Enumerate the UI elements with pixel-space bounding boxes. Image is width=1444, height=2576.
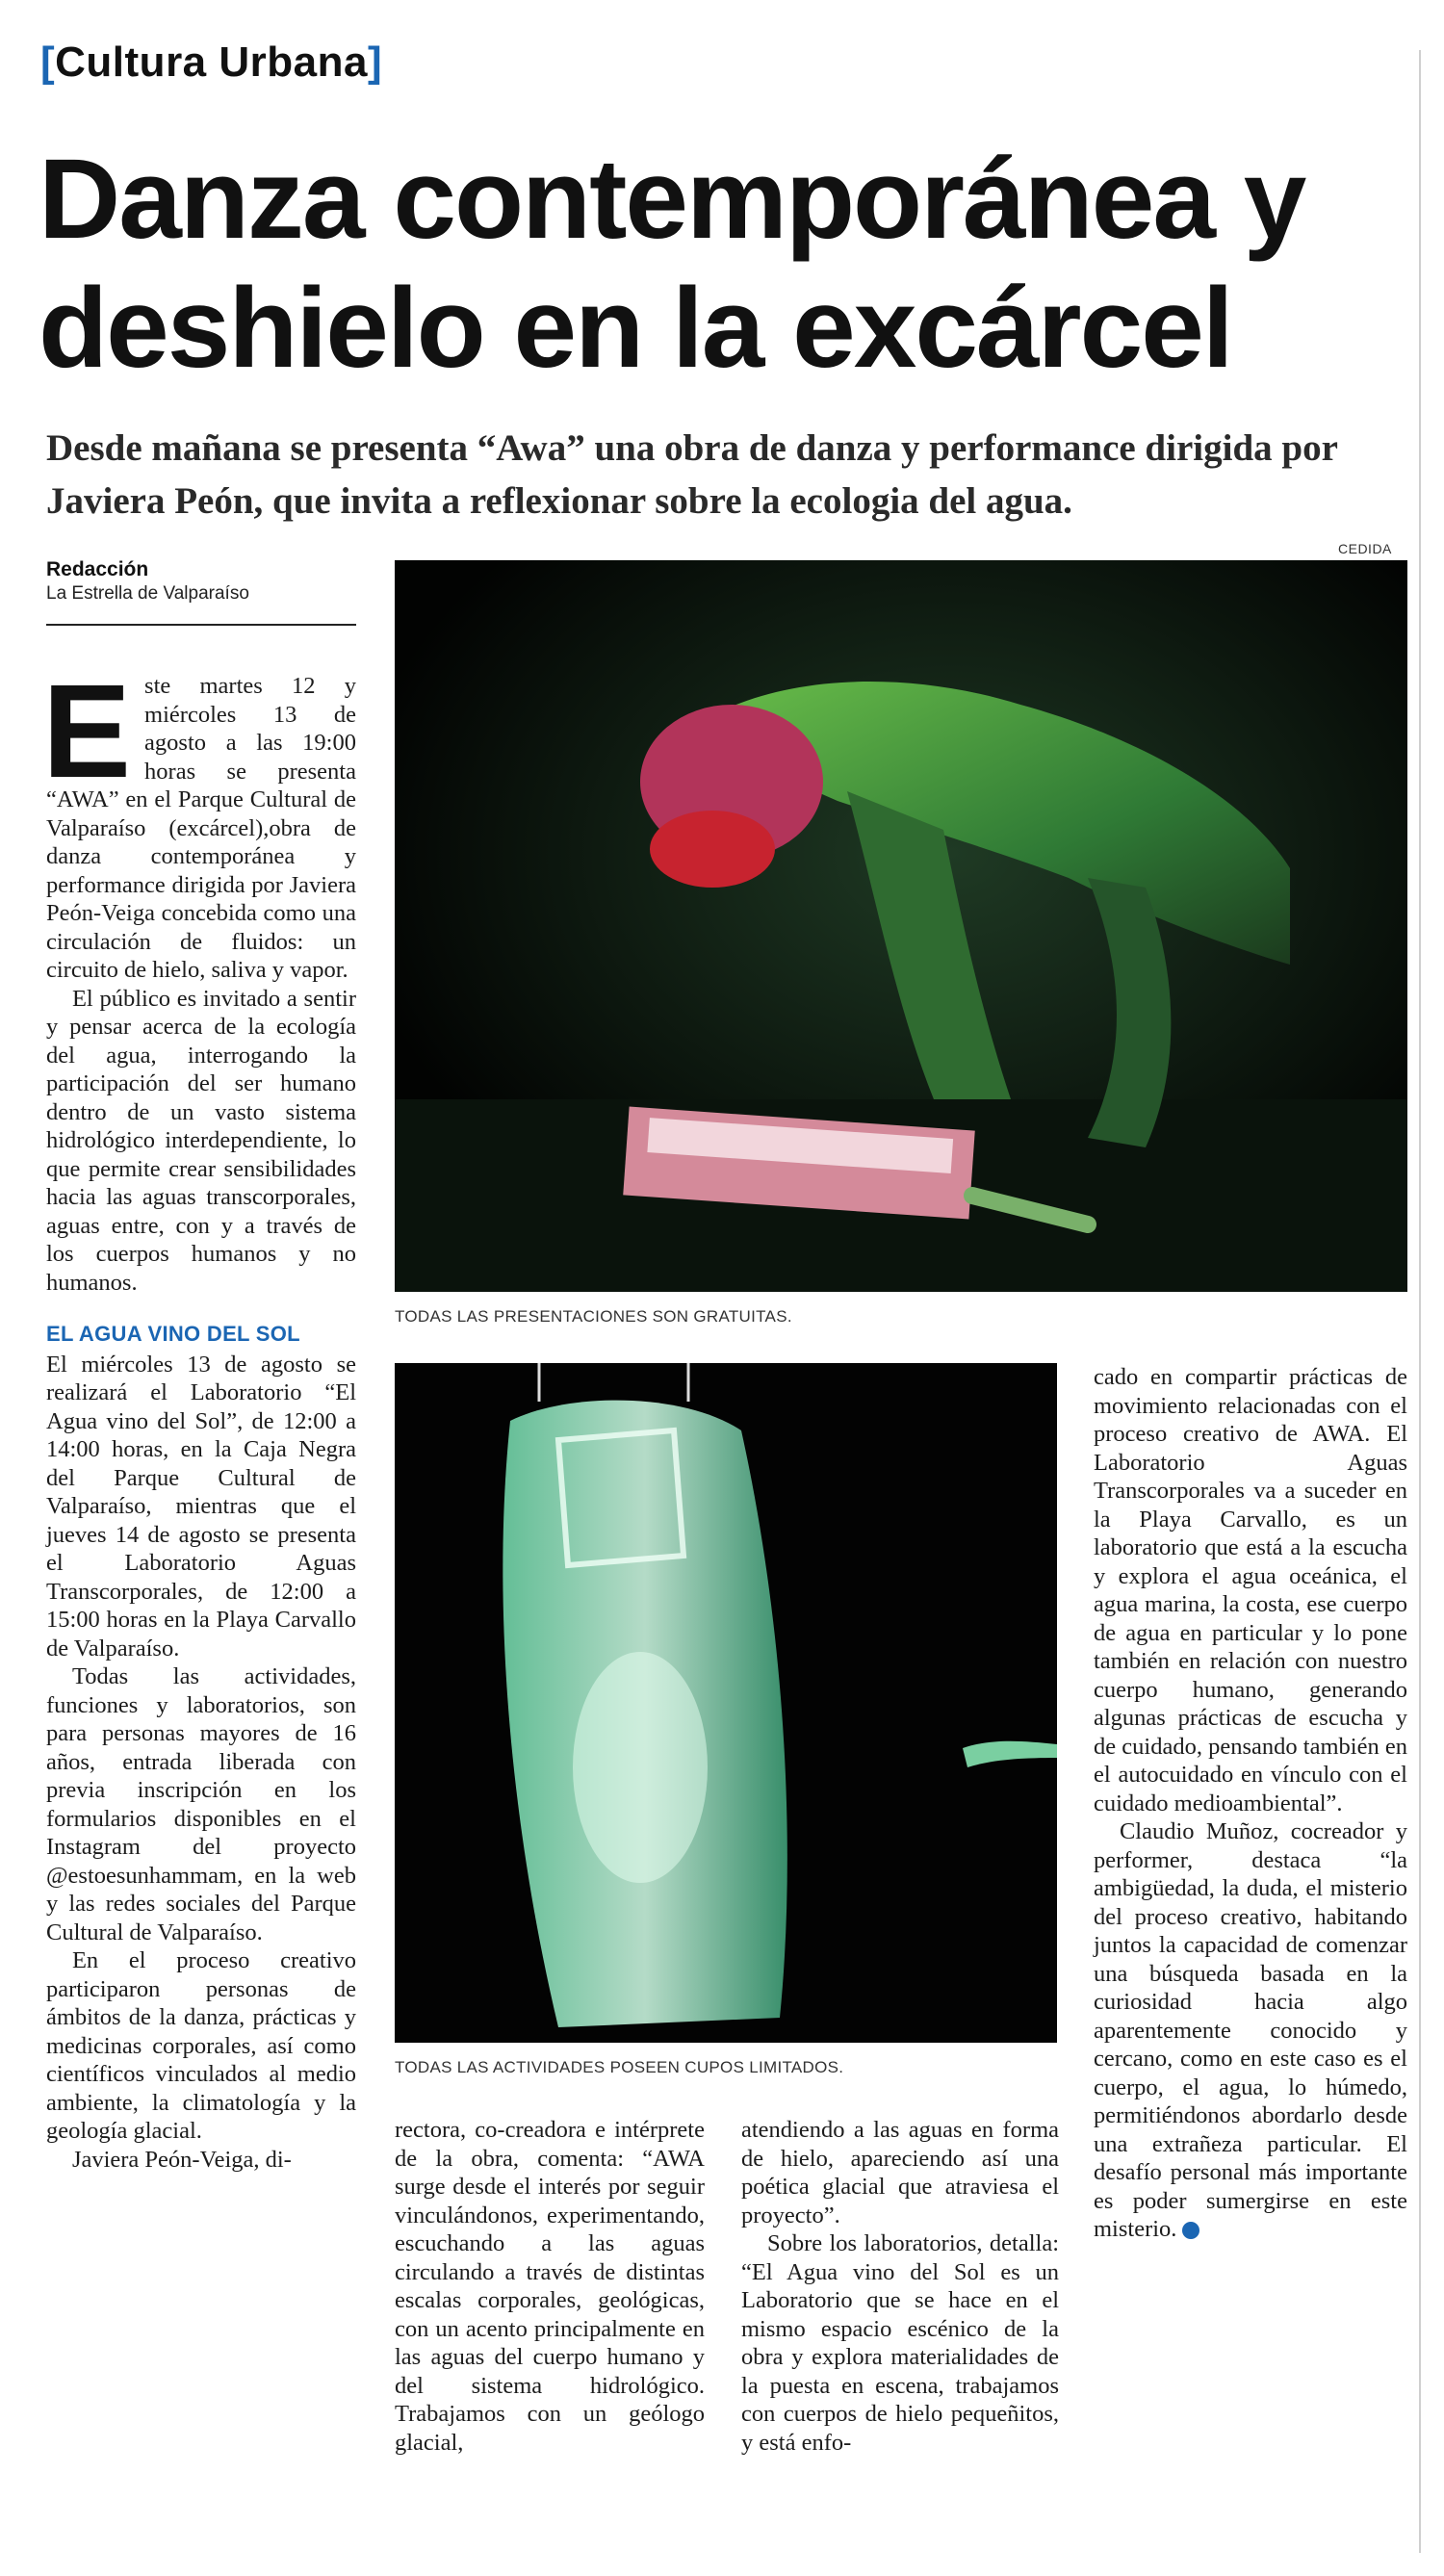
column-4 <box>1094 1363 1407 2244</box>
paragraph-2: El público es invitado a sentir y pensar acerca de la ecología del agua, interrogando la participación del ser humano dentro de un vasto sistema hidrológico interdependiente, lo que permite crear sensibilidades hacia las aguas transcorporales, aguas entre, con y a través de los cuerpos humanos y no humanos. <box>46 985 356 1296</box>
paragraph-1-text: ste martes 12 y miércoles 13 de agosto a las 19:00 horas se presenta “AWA” en el Parque Cultural de Valparaíso (excárcel),obra de danza contemporánea y performance dirigida por Javiera Peón-Veiga concebida como una circulación de fluidos: un circuito de hielo, saliva y vapor. <box>46 673 356 983</box>
section-bracket-open: [ <box>40 39 56 86</box>
paragraph-1 <box>42 657 356 985</box>
section-tag <box>40 39 382 87</box>
top-photo-caption: TODAS LAS PRESENTACIONES SON GRATUITAS. <box>395 1307 792 1326</box>
ice-photo <box>395 1363 1057 2043</box>
paragraph-6-start: Javiera Peón-Veiga, di- <box>71 2146 292 2173</box>
page-edge-rule <box>1419 50 1421 2553</box>
byline-rule <box>46 624 356 626</box>
column-1 <box>42 657 356 2174</box>
section-name: Cultura Urbana <box>55 39 368 86</box>
paragraph-6-cont: rectora, co-creadora e intérprete de la obra, comenta: “AWA surge desde el interés por seguir vinculándonos, experimentando, escuchando a las aguas circulando a través de distintas escalas corporales, geológicas, con un acento principalmente en las aguas del cuerpo humano y del sistema hidrológico. Trabajamos con un geólogo glacial, <box>395 2117 705 2456</box>
deck: Desde mañana se presenta “Awa” una obra de danza y performance dirigida por Javiera Peón, que invita a reflexionar sobre la ecologia del agua. <box>46 427 1338 522</box>
ice-block-illustration <box>395 1363 1057 2043</box>
drop-cap: E <box>42 657 132 806</box>
bottom-photo-caption: TODAS LAS ACTIVIDADES POSEEN CUPOS LIMITADOS. <box>395 2058 844 2076</box>
paragraph-8-cont: cado en compartir prácticas de movimiento relacionadas con el proceso creativo de AWA. El Laboratorio Aguas Transcorporales va a suceder en la Playa Carvallo, es un laboratorio que está a la escucha y explora el agua oceánica, el agua marina, la costa, ese cuerpo de agua en particular y lo pone también en relación con nuestro cuerpo humano, generando algunas prácticas de escucha y de cuidado, pensando también en el autocuidado en vínculo con el cuidado medioambiental”. <box>1094 1364 1407 1816</box>
paragraph-4: Todas las actividades, funciones y laboratorios, son para personas mayores de 16 años, entrada liberada con previa inscripción en los formularios disponibles en el Instagram del proyecto @estoesunhammam, en la web y las redes sociales del Parque Cultural de Valparaíso. <box>46 1663 356 1945</box>
headline: Danza contemporánea y deshielo en la excárcel <box>39 136 1305 392</box>
paragraph-7: atendiendo a las aguas en forma de hielo, apareciendo así una poética glacial que atraviesa el proyecto”. <box>741 2117 1059 2228</box>
dancer-photo <box>395 560 1407 1292</box>
column-3 <box>741 2116 1059 2457</box>
column-2 <box>395 2116 705 2457</box>
paragraph-9 <box>1094 1817 1407 2244</box>
paragraph-8: Sobre los laboratorios, detalla: “El Agua vino del Sol es un Laboratorio que se hace en el mismo espacio escénico de la obra y explora materialidades de la puesta en escena, trabajamos con cuerpos de hielo pequeñitos, y está enfo- <box>741 2230 1059 2456</box>
photo-credit: CEDIDA <box>1338 541 1392 556</box>
end-mark-icon: ✚ <box>1182 2222 1199 2239</box>
paragraph-5: En el proceso creativo participaron personas de ámbitos de la danza, prácticas y medicinas corporales, así como científicos vinculados al medio ambiente, la climatología y la geología glacial. <box>46 1947 356 2144</box>
dancer-illustration <box>395 560 1407 1292</box>
byline-author: Redacción <box>46 558 149 580</box>
section-bracket-close: ] <box>367 39 383 86</box>
byline-outlet: La Estrella de Valparaíso <box>46 583 249 604</box>
subhead-agua-vino-del-sol: EL AGUA VINO DEL SOL <box>46 1322 300 1346</box>
paragraph-3: El miércoles 13 de agosto se realizará el Laboratorio “El Agua vino del Sol”, de 12:00 a 14:00 horas, en la Caja Negra del Parque Cultural de Valparaíso, mientras que el jueves 14 de agosto se presenta el Laboratorio Aguas Transcorporales, de 12:00 a 15:00 horas en la Playa Carvallo de Valparaíso. <box>46 1351 356 1662</box>
paragraph-9-text: Claudio Muñoz, cocreador y performer, destaca “la ambigüedad, la duda, el misterio del proceso creativo, habitando juntos la capacidad de comenzar una búsqueda basada en la curiosidad hacia algo aparentemente conocido y cercano, como en este caso es el cuerpo, el agua, lo húmedo, permitiéndonos abordarlo desde una extrañeza particular. El desafío personal más importante es poder sumergirse en este misterio. <box>1094 1818 1407 2242</box>
